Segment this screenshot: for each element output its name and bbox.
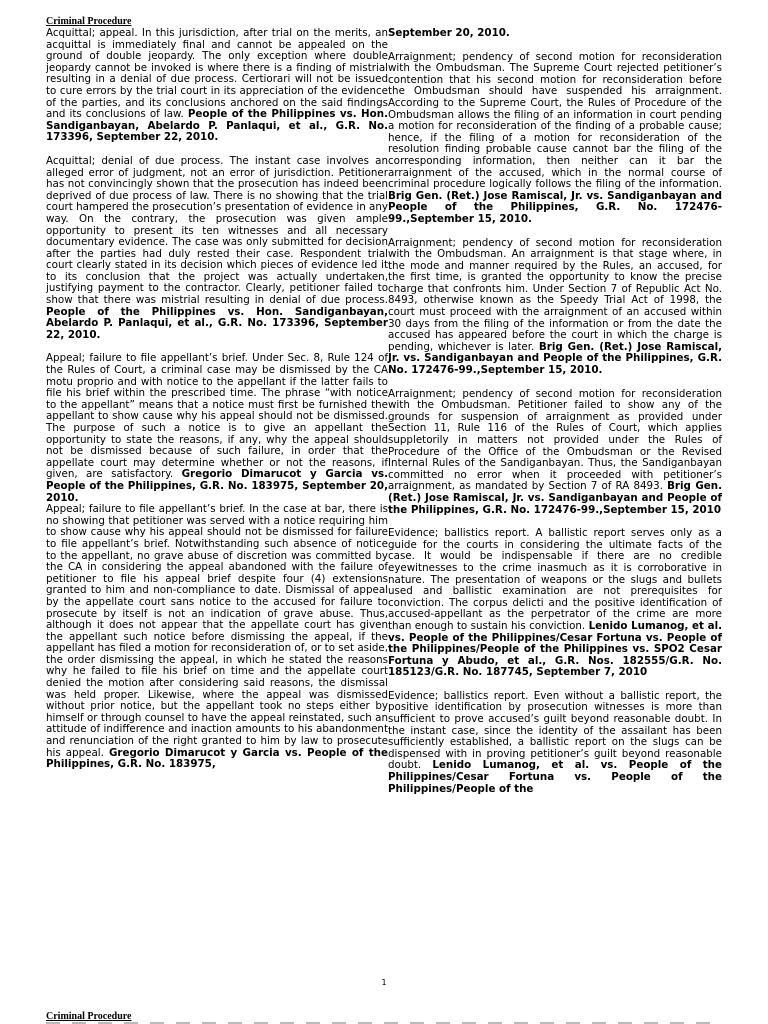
case-citation: Gregorio Dimarucot y Garcia vs. People of the Philippines, G.R. No. 183975, (46, 746, 388, 771)
case-citation: Gregorio Dimarucot y Garcia vs. People of the Philippines, G.R. No. 183975, September 20, 2010. (46, 468, 388, 504)
page-number: 1 (381, 978, 387, 987)
page-header: Criminal Procedure (46, 16, 132, 27)
case-citation: People of the Philippines vs. Hon. Sandiganbayan, Abelardo P. Panlaqui, et al., G.R. No. 173396, September 22, 2010. (46, 305, 388, 341)
case-digest-paragraph (388, 389, 722, 517)
digest-text: Acquittal; denial of due process. The instant case involves an alleged error of judgment, not an error of jurisdiction. Petitioner has not convincingly shown that the prosecution has indeed been deprived of due process of law. There is no showing that the trial court hampered the prosecution’s presentation of evidence in any way. On the contrary, the prosecution was given ample opportunity to present its ten witnesses and all necessary documentary evidence. The case was only submitted for decision after the parties had duly rested their case. Respondent trial court clearly stated in its decision which pieces of evidence led it to its conclusion that the project was actually undertaken, justifying payment to the contractor. Clearly, petitioner failed to show that there was mistrial resulting in denial of due process. (46, 154, 388, 307)
case-citation: September 20, 2010. (388, 27, 510, 39)
case-digest-paragraph (46, 28, 388, 144)
case-citation: Brig Gen. (Ret.) Jose Ramiscal, Jr. vs. Sandiganbayan and People of the Philippines, G.R. No. 172476-99.,September 15, 2010. (388, 340, 723, 377)
next-page-header: Criminal Procedure (46, 1011, 132, 1022)
case-digest-paragraph (388, 238, 722, 377)
case-digest-paragraph (388, 28, 722, 40)
digest-text: Evidence; ballistics report. Even without a ballistic report, the positive identification by prosecution witnesses is more than sufficient to prove accused’s guilt beyond reasonable doubt. In the instant case, since the identity of the assailant has been sufficiently established, a ballistic report on the slugs can be dispensed with in proving petitioner’s guilt beyond reasonable doubt. (388, 689, 722, 772)
case-digest-paragraph (388, 52, 722, 226)
digest-text: Appeal; failure to file appellant’s brief. In the case at bar, there is no showing that petitioner was served with a notice requiring him to show cause why his appeal should not be dismissed for failure to file appellant’s brief. Notwithstanding such absence of notice to the appellant, no grave abuse of discretion was committed by the CA in considering the appeal abandoned with the failure of petitioner to file his appeal brief despite four (4) extensions granted to him and non-compliance to date. Dismissal of appeal by the appellate court sans notice to the accused for failure to prosecute by itself is not an indication of grave abuse. Thus, although it does not appear that the appellate court has given the appellant such notice before dismissing the appeal, if the appellant has filed a motion for reconsideration of, or to set aside, the order dismissing the appeal, in which he stated the reasons why he failed to file his brief on time and the appellate court denied the motion after considering said reasons, the dismissal was held proper. Likewise, where the appeal was dismissed without prior notice, but the appellant took no steps either by himself or through counsel to have the appeal reinstated, such an attitude of indifference and inaction amounts to his abandonment and renunciation of the right granted to him by law to prosecute his appeal. (46, 503, 388, 759)
digest-text: Appeal; failure to file appellant’s brief. Under Sec. 8, Rule 124 of the Rules of Court, a criminal case may be dismissed by the CA motu proprio and with notice to the appellant if the latter fails to file his brief within the prescribed time. The phrase “with notice to the appellant” means that a notice must first be furnished the appellant to show cause why his appeal should not be dismissed. The purpose of such a notice is to give an appellant the opportunity to state the reasons, if any, why the appeal should not be dismissed because of such failure, in order that the appellate court may determine whether or not the reasons, if given, are satisfactory. (46, 352, 388, 481)
case-digest-paragraph (46, 353, 388, 504)
digest-text: Arraignment; pendency of second motion for reconsideration with the Ombudsman. The Supreme Court rejected petitioner’s contention that his second motion for reconsideration before the Ombudsman should have suspended his arraignment. According to the Supreme Court, the Rules of Procedure of the Ombudsman allows the filing of an information in court pending a motion for reconsideration of the finding of a probable cause; hence, if the filing of a motion for reconsideration of the resolution finding probable cause cannot bar the filing of the corresponding information, then neither can it bar the arraignment of the accused, which in the normal course of criminal procedure logically follows the filing of the information. (388, 50, 722, 191)
digest-text: Arraignment; pendency of second motion for reconsideration with the Ombudsman. Petitioner failed to show any of the grounds for suspension of arraignment as provided under Section 11, Rule 116 of the Rules of Court, which applies suppletorily in matters not provided under the Rules of Procedure of the Office of the Ombudsman or the Revised Internal Rules of the Sandiganbayan. Thus, the Sandiganbayan committed no error when it proceeded with petitioner’s arraignment, as mandated by Section 7 of RA 8493. (388, 387, 722, 493)
case-citation: Lenido Lumanog, et al. vs. People of the Philippines/Cesar Fortuna vs. People of the Philippines/People of the (388, 759, 722, 795)
case-citation: People of the Philippines vs. Hon. Sandiganbayan, Abelardo P. Panlaqui, et al., G.R. No. 173396, September 22, 2010. (46, 108, 388, 144)
left-column (46, 28, 388, 771)
digest-text: Evidence; ballistics report. A ballistic report serves only as a guide for the courts in considering the ultimate facts of the case. It would be indispensable if there are no credible eyewitnesses to the crime inasmuch as it is corroborative in nature. The presentation of weapons or the slugs and bullets used and ballistic examination are not prerequisites for conviction. The corpus delicti and the positive identification of accused-appellant as the perpetrator of the crime are more than enough to sustain his conviction. (388, 527, 722, 632)
case-digest-paragraph (46, 156, 388, 342)
case-digest-paragraph (388, 691, 722, 795)
case-citation: Lenido Lumanog, et al. vs. People of the Philippines/Cesar Fortuna vs. People of the Philippines/People of the Philippines vs. SPO2 Cesar Fortuna y Abudo, et al., G.R. Nos. 182555/G.R. No. 185123/G.R. No. 187745, September 7, 2010 (388, 619, 723, 679)
case-citation: Brig Gen. (Ret.) Jose Ramiscal, Jr. vs. Sandiganbayan and People of the Philippines, G.R. No. 172476-99.,September 15, 2010 (388, 480, 723, 516)
digest-text: Acquittal; appeal. In this jurisdiction, after trial on the merits, an acquittal is immediately final and cannot be appealed on the ground of double jeopardy. The only exception where double jeopardy cannot be invoked is where there is a finding of mistrial resulting in a denial of due process. Certiorari will not be issued to cure errors by the trial court in its appreciation of the evidence of the parties, and its conclusions anchored on the said findings and its conclusions of law. (46, 27, 388, 121)
case-citation: Brig Gen. (Ret.) Jose Ramiscal, Jr. vs. Sandiganbayan and People of the Philippines, G.R. No. 172476-99.,September 15, 2010. (388, 189, 722, 225)
right-column (388, 28, 722, 795)
case-digest-paragraph (46, 504, 388, 771)
case-digest-paragraph (388, 528, 722, 679)
digest-text: Arraignment; pendency of second motion for reconsideration with the Ombudsman. An arraignment is that stage where, in the mode and manner required by the Rules, an accused, for the first time, is granted the opportunity to know the precise charge that confronts him. Under Section 7 of Republic Act No. 8493, otherwise known as the Speedy Trial Act of 1998, the court must proceed with the arraignment of an accused within 30 days from the filing of the information or from the date the accused has appeared before the court in which the charge is pending, whichever is later. (388, 236, 722, 353)
